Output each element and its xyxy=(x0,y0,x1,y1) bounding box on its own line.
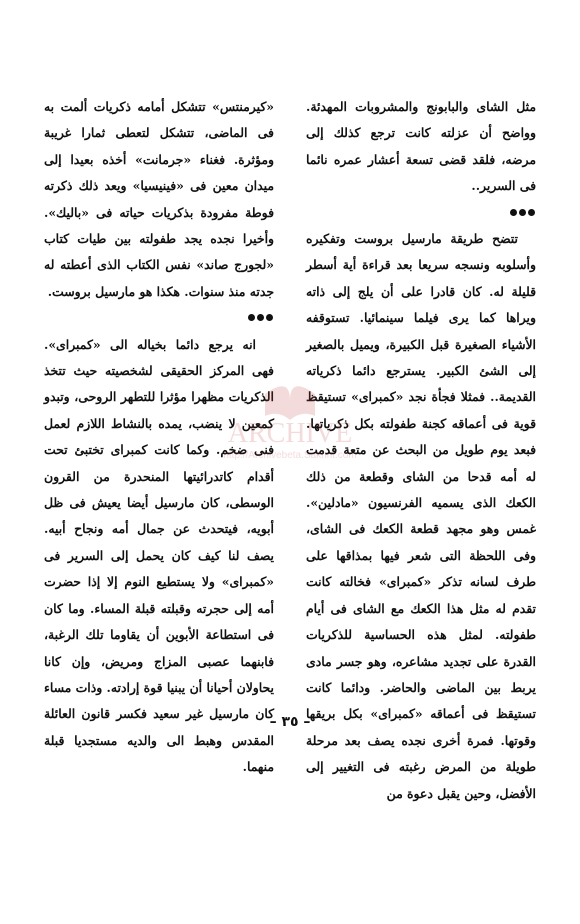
right-column-paragraph-1: مثل الشاى والبابونج والمشروبات المهدئة. وواضح أن عزلته كانت ترجع كذلك إلى مرضه، فلقد قضى تسعة أعشار عمره نائما فى السرير.. xyxy=(306,99,536,194)
three-dot-ornament-icon xyxy=(247,312,274,323)
section-separator xyxy=(306,200,536,226)
left-text-column xyxy=(44,94,274,781)
right-column-paragraph-2: تتضح طريقة مارسيل بروست وتفكيره وأسلوبه ونسجه سريعا بعد قراءة أية أسطر قليلة له. كان قادرا على أن يلج إلى ذاته ويراها كما يرى فيلما سينمائيا. تستوقفه الأشياء الصغيرة قبل الكبيرة، ويميل بالصغير إلى الشئ الكبير. يسترجع دائما ذكرياته القديمة.. فمثلا فجأة نجد «كمبراى» تستيقظ قوية فى أعماقه كجنة طفولته بكل ذكرياتها. فبعد يوم طويل من البحث عن متعة قدمت له أمه قدحا من الشاى وقطعة من ذلك الكعك الذى يسميه الفرنسيون «مادلين». غمس وهو مجهد قطعة الكعك فى الشاى، وفى اللحظة التى شعر فيها بمذاقها على طرف لسانه تذكر «كمبراى» فخالته كانت تقدم له مثل هذا الكعك مع الشاى فى أيام طفولته. لمثل هذه الحساسية للذكريات القدرة على تجديد مشاعره، وهو جسر مادى يربط بين الماضى والحاضر. ودائما كانت تستيقظ فى أعماقه «كمبراى» بكل بريقها وقوتها. فمرة أخرى نجده يصف بعد مرحلة طويلة من المرض رغبته فى التغيير إلى الأفضل، وحين يقبل دعوة من xyxy=(306,231,536,801)
left-column-paragraph-1: «كيرمنتس» تتشكل أمامه ذكريات ألمت به فى الماضى، تتشكل لتعطى ثمارا غريبة ومؤثرة. فغناء «جرمانت» أخذه بعيدا إلى ميدان معين فى «فينيسيا» ويعد ذلك ذكرته فوطة مفرودة بذكريات حياته فى «باليك». وأخيرا نجده يجد طفولته بين طيات كتاب «لجورج صاند» نفس الكتاب الذى أعطته له جدته منذ سنوات. هكذا هو مارسيل بروست. xyxy=(44,99,274,299)
left-column-paragraph-2: انه يرجع دائما بخياله الى «كمبراى». فهى المركز الحقيقى لشخصيته حيث تتخذ الذكريات مظهرا مؤثرا للتطهر الروحى، وتبدو كمعين لا ينضب، يمده بالنشاط اللازم لعمل فنى ضخم. وكما كانت كمبراى تختبئ تحت أقدام كاتدرائيتها المنحدرة من القرون الوسطى، كان مارسيل أيضا يعيش فى ظل أبويه، فيتحدث عن جمال أمه ونجاح أبيه. يصف لنا كيف كان يحمل إلى السرير فى «كمبراى» ولا يستطيع النوم إلا إذا حضرت أمه إلى حجرته وقبلته قبلة المساء. وما كان فى استطاعة الأبوين أن يقاوما تلك الرغبة، فابنهما عصبى المزاج ومريض، وإن كانا يحاولان أحيانا أن يبنيا قوة إرادته. وذات مساء كان مارسيل غير سعيد فكسر قانون العائلة المقدس وهبط الى والديه مستجديا قبلة منهما. xyxy=(44,336,274,775)
section-separator xyxy=(44,305,274,331)
three-dot-ornament-icon xyxy=(509,207,536,218)
watermark-url: http://Archivebeta.Sakhrit.com xyxy=(223,450,357,461)
watermark-title: ARCHIVE xyxy=(227,418,353,449)
page-number: – ٣٥ – xyxy=(269,714,311,730)
right-text-column xyxy=(306,94,536,807)
